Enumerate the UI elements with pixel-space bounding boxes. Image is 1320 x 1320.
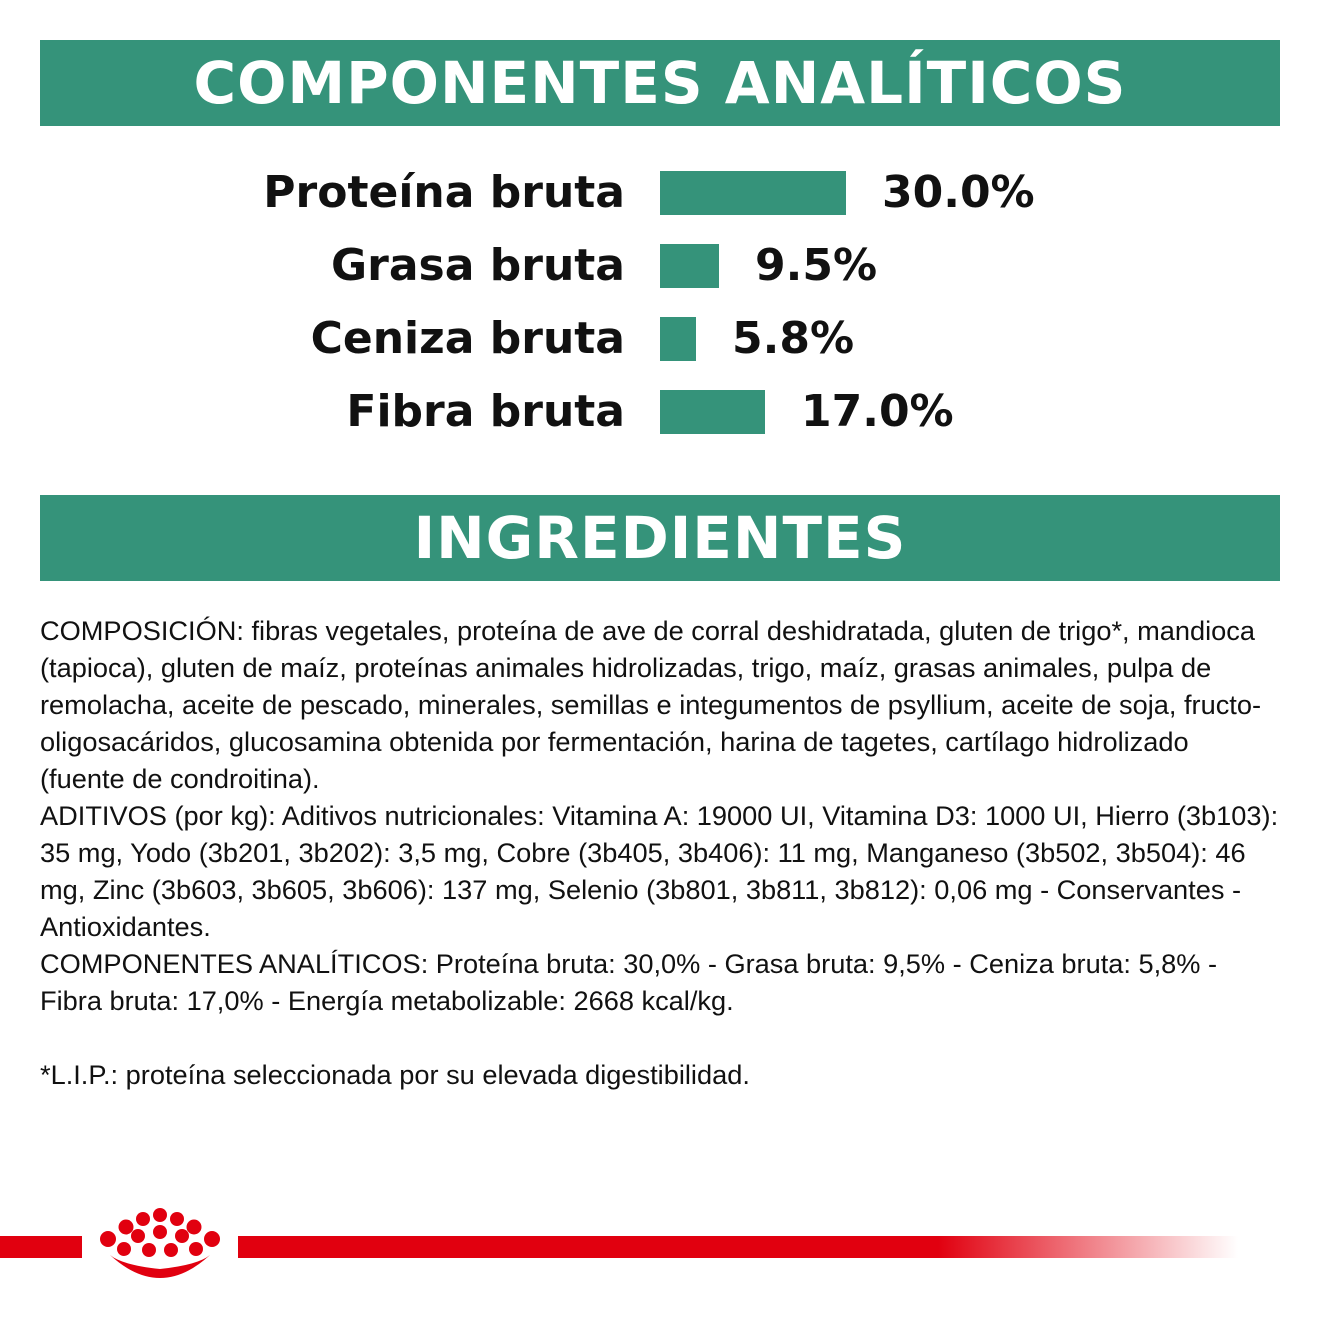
analytic-components-banner bbox=[40, 40, 1280, 126]
analytic-row-bar bbox=[660, 317, 696, 361]
analytic-row bbox=[0, 160, 1320, 226]
analytic-row bbox=[0, 379, 1320, 445]
brand-line-left bbox=[0, 1236, 82, 1258]
crown-dot bbox=[153, 1225, 167, 1239]
analytic-row-label: Fibra bruta bbox=[346, 386, 625, 437]
analytic-row-bar bbox=[660, 390, 765, 434]
footnote: *L.I.P.: proteína seleccionada por su elevada digestibilidad. bbox=[40, 1059, 750, 1090]
analytic-row bbox=[0, 306, 1320, 372]
analytic-row-value: 9.5% bbox=[755, 240, 878, 291]
analytic-row-value: 17.0% bbox=[801, 386, 954, 437]
royal-canin-crown-logo-icon bbox=[88, 1205, 232, 1285]
crown-dot bbox=[189, 1242, 203, 1256]
crown-dot bbox=[153, 1208, 167, 1222]
analytic-row-bar bbox=[660, 171, 846, 215]
analytic-row bbox=[0, 233, 1320, 299]
analytic-row-label: Ceniza bruta bbox=[310, 313, 625, 364]
crown-dot bbox=[131, 1229, 145, 1243]
crown-dot bbox=[175, 1229, 189, 1243]
analytic-row-bar bbox=[660, 244, 719, 288]
ingredients-text bbox=[40, 612, 1280, 1093]
crown-dot bbox=[204, 1231, 220, 1247]
crown-dot bbox=[164, 1243, 178, 1257]
crown-dot bbox=[170, 1212, 184, 1226]
composition-paragraph: COMPOSICIÓN: fibras vegetales, proteína de ave de corral deshidratada, gluten de trigo*, mandioca (tapioca), gluten de maíz, proteínas animales hidrolizadas, trigo, maíz, grasas animales, pulpa de remolacha, aceite de pescado, minerales, semillas e integumentos de psyllium, aceite de soja, fructo-oligosacáridos, glucosamina obtenida por fermentación, harina de tagetes, cartílago hidrolizado (fuente de condroitina). bbox=[40, 615, 1262, 794]
additives-paragraph: ADITIVOS (por kg): Aditivos nutricionales: Vitamina A: 19000 UI, Vitamina D3: 1000 UI, Hierro (3b103): 35 mg, Yodo (3b201, 3b202): 3,5 mg, Cobre (3b405, 3b406): 11 mg, Manganeso (3b502, 3b504): 46 mg, Zinc (3b603, 3b605, 3b606): 137 mg, Selenio (3b801, 3b811, 3b812): 0,06 mg - Conservantes - Antioxidantes. bbox=[40, 800, 1279, 942]
analytic-row-value: 5.8% bbox=[732, 313, 855, 364]
crown-dot bbox=[136, 1212, 150, 1226]
ingredients-banner bbox=[40, 495, 1280, 581]
analytic-components-paragraph: COMPONENTES ANALÍTICOS: Proteína bruta: 30,0% - Grasa bruta: 9,5% - Ceniza bruta: 5,8% - Fibra bruta: 17,0% - Energía metabolizable: 2668 kcal/kg. bbox=[40, 948, 1218, 1016]
analytic-components-title: COMPONENTES ANALÍTICOS bbox=[193, 49, 1127, 117]
analytic-row-value: 30.0% bbox=[882, 167, 1035, 218]
crown-dot bbox=[119, 1220, 134, 1235]
analytic-row-label: Proteína bruta bbox=[263, 167, 625, 218]
brand-line-right bbox=[238, 1236, 1238, 1258]
ingredients-title: INGREDIENTES bbox=[413, 504, 907, 572]
analytic-row-label: Grasa bruta bbox=[331, 240, 625, 291]
paragraph-spacer bbox=[40, 1019, 1280, 1056]
crown-dot bbox=[117, 1242, 131, 1256]
crown-dot bbox=[142, 1243, 156, 1257]
crown-dot bbox=[187, 1220, 202, 1235]
crown-dot bbox=[100, 1231, 116, 1247]
